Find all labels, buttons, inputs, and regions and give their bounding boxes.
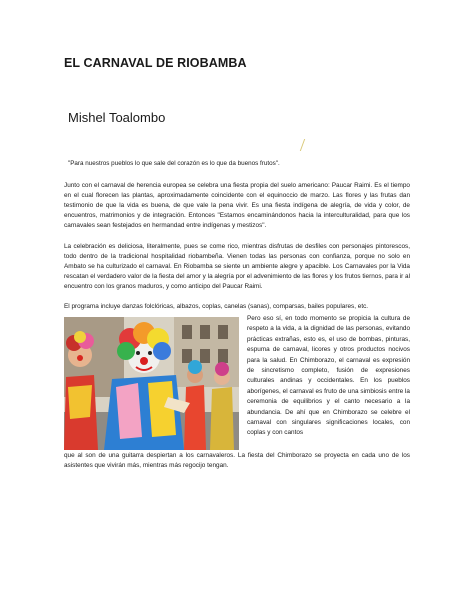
- paragraph-closing: que al son de una guitarra despiertan a los carnavaleros. La fiesta del Chimborazo se proyecta en cada uno de los asistentes que vivirán más, mientras más regocijo tengan.: [64, 452, 410, 469]
- paragraph-celebration: La celebración es deliciosa, literalmente, pues se come rico, mientras disfrutas de desfiles con personajes pintorescos, todo dentro de la tradicional hospitalidad riobambeña. Vienen todas las personas con confianza, porque no solo en Ambato se ha culturizado el carnaval. En Riobamba se siente un ambiente alegre y apacible. Los Carnavales por la Vida rescatan el verdadero valor de la fiesta del amor y la alegría por el advenimiento de las flores y los frutos tiernos, para ir al encuentro con los granos maduros, y como anticipo del Paucar Raimi.: [64, 243, 410, 290]
- epigraph-quote: "Para nuestros pueblos lo que sale del corazón es lo que da buenos frutos".: [68, 160, 280, 167]
- decorative-mark: [300, 139, 308, 151]
- carnival-photo: [64, 317, 239, 450]
- paragraph-program: El programa incluye danzas folclóricas, albazos, coplas, canelas (sanas), comparsas, bailes populares, etc.: [64, 303, 369, 310]
- document-title: EL CARNAVAL DE RIOBAMBA: [64, 56, 247, 70]
- side-text-column: Pero eso sí, en todo momento se propicia la cultura de respeto a la vida, a la dignidad de las personas, evitando prácticas extrañas, esto es, el uso de bombas, pinturas, espuma de carnaval, licores y otros productos nocivos para la salud. En Chimborazo, el carnaval es expresión de sincretismo completo, fusión de expresiones culturales andinas y occidentales. En los pueblos aborígenes, el carnaval es fruto de una simbiosis entre la ceremonia de equilibrios y el canto necesario a la abundancia. De ahí que en Chimborazo se celebre el carnaval con singulares significaciones locales, con coplas y con cantos: [247, 315, 410, 437]
- paragraph-paucar-raimi: Junto con el carnaval de herencia europea se celebra una fiesta propia del suelo americano: Paucar Raimi. Es el tiempo en el cual florecen las plantas, aproximadamente coincidente con el equinoccio de marzo. Las flores y las frutas dan testimonio de que la vida es buena, de que vale la pena vivir. Es una fiesta indígena de alegría, de vida y color, de encuentros, matrimonios y de integración. Entonces "Estamos encaminándonos hacia la interculturalidad, para que los carnavales sean festejados en hermandad entre indígenas y mestizos".: [64, 182, 410, 229]
- author-name: Mishel Toalombo: [68, 110, 166, 125]
